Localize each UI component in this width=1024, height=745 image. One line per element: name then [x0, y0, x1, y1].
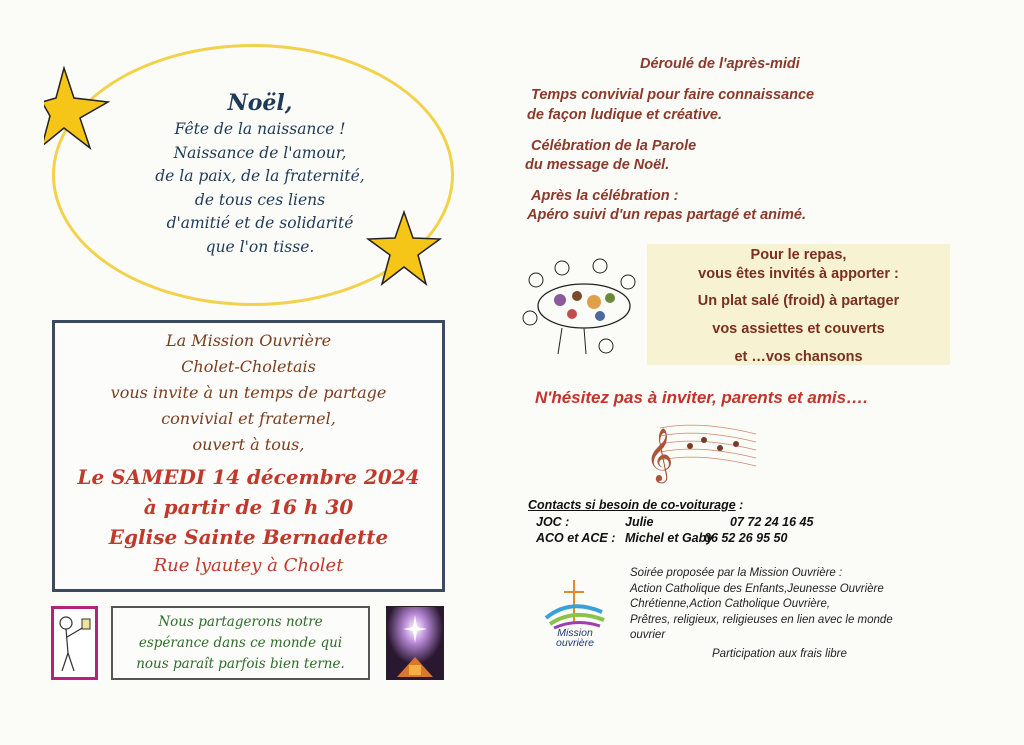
music-notes-icon: [640, 418, 758, 488]
invitation-box: [52, 320, 445, 592]
poem-line: de la paix, de la fraternité,: [155, 167, 365, 185]
poem: [80, 88, 440, 259]
logo-line: ouvrière: [556, 637, 594, 649]
svg-text:𝄞: 𝄞: [646, 427, 674, 481]
logo-text: [540, 628, 610, 648]
program-item: de façon ludique et créative.: [527, 107, 722, 123]
invitation-line: vous invite à un temps de partage: [110, 383, 387, 402]
hope-line: espérance dans ce monde qui: [138, 635, 343, 651]
program-title: Déroulé de l'après-midi: [640, 56, 800, 72]
contact-org: JOC :: [536, 515, 570, 529]
poem-line: de tous ces liens: [194, 190, 326, 209]
participation-note: Participation aux frais libre: [712, 648, 847, 660]
event-place: Eglise Sainte Bernadette: [108, 525, 389, 549]
contacts-colon: :: [735, 498, 744, 512]
organizers-text: [630, 566, 930, 644]
poem-line: Fête de la naissance !: [174, 120, 346, 138]
meal-line: vous êtes invités à apporter :: [698, 266, 899, 282]
meal-info-box: [647, 244, 950, 365]
event-street: Rue lyautey à Cholet: [153, 555, 344, 576]
contact-phone: 07 72 24 16 45: [730, 515, 814, 529]
contacts-title: Contacts si besoin de co-voiturage: [528, 498, 736, 512]
meal-line: Pour le repas,: [750, 247, 847, 263]
contact-name: Julie: [625, 515, 654, 529]
contact-org: ACO et ACE :: [536, 531, 616, 545]
meal-line: et …vos chansons: [734, 349, 863, 365]
meal-line: vos assiettes et couverts: [712, 321, 885, 337]
program-item: Apéro suivi d'un repas partagé et animé.: [527, 207, 807, 223]
event-time: à partir de 16 h 30: [143, 495, 354, 519]
poem-line: Naissance de l'amour,: [173, 143, 347, 162]
hope-line: nous paraît parfois bien terne.: [136, 656, 345, 672]
poem-line: que l'on tisse.: [205, 237, 315, 256]
contact-name: Michel et Gaby: [625, 531, 714, 545]
program-item: Après la célébration :: [531, 188, 679, 204]
invitation-line: ouvert à tous,: [192, 435, 305, 454]
organizers-line: ouvrier: [630, 629, 666, 641]
lantern-figure-image: [51, 606, 98, 680]
program-item: Temps convivial pour faire connaissance: [531, 87, 815, 103]
logo-line: Mission: [557, 627, 593, 639]
meal-line: Un plat salé (froid) à partager: [697, 293, 900, 309]
invite-others-banner: N'hésitez pas à inviter, parents et amis….: [535, 388, 868, 407]
organizers-line: Chrétienne,Action Catholique Ouvrière,: [630, 598, 831, 610]
event-date: Le SAMEDI 14 décembre 2024: [77, 465, 420, 489]
organizers-line: Action Catholique des Enfants,Jeunesse Ouvrière: [630, 582, 884, 595]
program-item: Célébration de la Parole: [531, 138, 697, 154]
program-item: du message de Noël.: [525, 157, 670, 173]
invitation-line: Cholet-Choletais: [181, 357, 316, 376]
stick-figure-icon: [54, 609, 95, 677]
shared-meal-drawing-icon: [522, 258, 640, 358]
nativity-star-icon: [387, 607, 443, 679]
organizers-line: Soirée proposée par la Mission Ouvrière :: [630, 567, 843, 579]
contacts-header: [528, 498, 743, 512]
poem-line: d'amitié et de solidarité: [166, 214, 354, 232]
invitation-line: convivial et fraternel,: [161, 409, 336, 428]
contact-phone: 06 52 26 95 50: [704, 531, 788, 545]
hope-line: Nous partagerons notre: [158, 614, 323, 630]
poem-title: Noël,: [227, 90, 293, 116]
nativity-image: [386, 606, 444, 680]
invitation-line: La Mission Ouvrière: [165, 331, 332, 350]
organizers-line: Prêtres, religieux, religieuses en lien avec le monde: [630, 613, 893, 626]
hope-box: [111, 606, 370, 680]
